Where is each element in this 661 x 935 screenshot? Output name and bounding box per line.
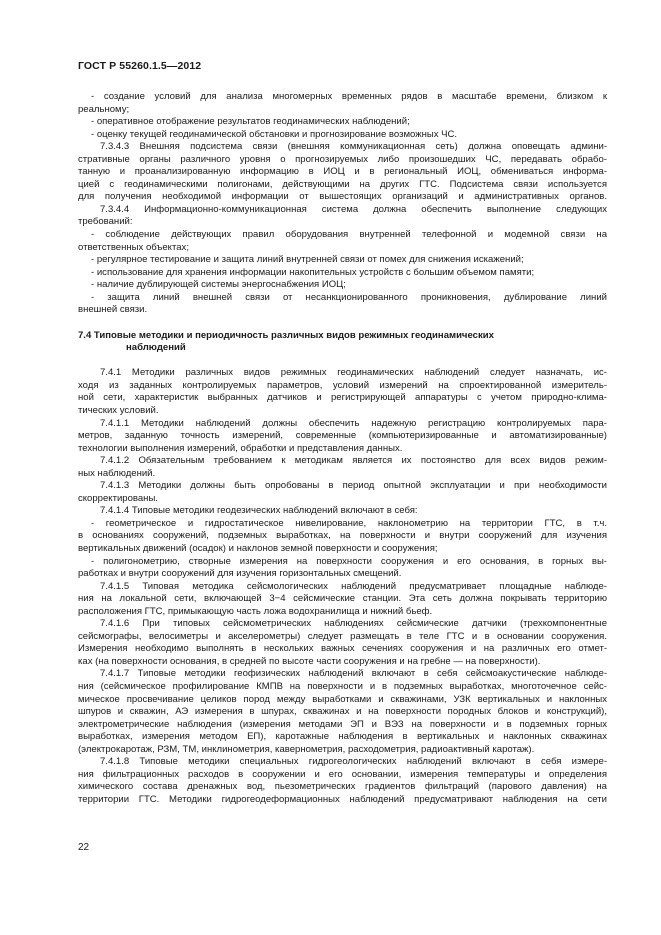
text-line: химического состава дренажных вод, пьезометрических градиентов фильтраций (парового давления) на: [78, 781, 607, 793]
text-line: - создание условий для анализа многомерных временных рядов в масштабе времени, близком к: [91, 91, 607, 102]
text-line: стративные органы различного уровня о прогнозируемых либо произошедших ЧС, передавать обрабо-: [78, 153, 607, 165]
section-heading-line: наблюдений: [126, 342, 186, 354]
text-line: ходя из заданных контролируемых параметров, условий измерений на спроектированной измеритель-: [78, 379, 607, 391]
text-line: - оперативное отображение результатов геодинамических наблюдений;: [91, 116, 410, 128]
text-line: шпуров и скважин, АЭ измерения в шпурах, скважинах и на поверхности породных блоков и конструкций),: [78, 706, 607, 718]
text-line: Измерения необходимо выполнять в нескольких важных сечениях сооружения и на различных его отмет-: [78, 643, 607, 655]
text-line: вертикальных движений (осадок) и наклонов земной поверхности и сооружения;: [78, 542, 438, 554]
text-line: ных наблюдений.: [78, 467, 156, 479]
text-line: реальному;: [78, 103, 130, 115]
text-line: тических условий.: [78, 404, 159, 416]
text-line: - защита линий внешней связи от несанкционированного проникновения, дублирование линий: [91, 291, 607, 303]
text-line: в основаниях сооружений, подземных выработках, на поверхности и внутри сооружений для изучения: [78, 530, 607, 542]
blank-line: [78, 355, 607, 368]
text-line: скорректированы.: [78, 492, 158, 504]
text-line: - геометрическое и гидростатическое нивелирование, наклонометрию на территории ГТС, в т.ч.: [91, 517, 607, 529]
text-line: - наличие дублирующей системы энергоснабжения ИОЦ;: [91, 279, 346, 291]
text-line: 7.3.4.4 Информационно-коммуникационная система должна обеспечить выполнение следующих: [100, 203, 607, 215]
text-line: 7.4.1.8 Типовые методики специальных гидрогеологических наблюдений включают в себя измере-: [100, 756, 607, 768]
text-line: для получения необходимой информации от вышестоящих организаций и административных органов.: [78, 191, 607, 203]
text-line: 7.4.1 Методики различных видов режимных геодинамических наблюдений следует назначать, ис-: [100, 367, 607, 379]
text-line: метров, заданную точность измерений, современные (компьютеризированные и автоматизированные): [78, 430, 607, 442]
text-line: 7.4.1.2 Обязательным требованием к методикам является их постоянство для всех видов режим-: [100, 455, 607, 467]
text-line: 7.4.1.1 Методики наблюдений должны обеспечить надежную регистрацию контролируемых пара-: [100, 417, 607, 429]
text-line: - регулярное тестирование и защита линий внутренней связи от помех для снижения искажений;: [91, 254, 524, 266]
text-line: расположения ГТС, примыкающую часть ложа водохранилища и нижний бьеф.: [78, 605, 433, 617]
text-line: ках (на поверхности основания, в средней по высоте части сооружения и на гребне — на поверхности).: [78, 655, 541, 667]
text-line: 7.4.1.7 Типовые методики геофизических наблюдений включают в себя сейсмоакустические наблюде-: [100, 668, 607, 680]
text-line: ния на локальной сети, включающей 3−4 сейсмические станции. Эта сеть должна покрывать территорию: [78, 593, 607, 605]
page-number: 22: [78, 842, 90, 853]
text-line: сейсмографы, велосиметры и акселерометры) следует размещать в теле ГТС и в основании сооружения.: [78, 630, 607, 642]
text-line: 7.4.1.5 Типовая методика сейсмологических наблюдений предусматривает площадные наблюде-: [100, 580, 607, 592]
text-line: электрометрические наблюдения (измерения методами ЭП и ВЭЗ на поверхности и в подземных горных: [78, 718, 607, 730]
document-id-header: ГОСТ Р 55260.1.5—2012: [78, 60, 202, 72]
text-line: - соблюдение действующих правил оборудования внутренней телефонной и модемной связи на: [91, 229, 607, 241]
text-line: 7.3.4.3 Внешняя подсистема связи (внешняя коммуникационная сеть) должна оповещать админи-: [100, 141, 607, 153]
text-line: территории ГТС. Методики гидрогеодеформационных наблюдений предусматривают наблюдения на сети: [78, 793, 607, 805]
text-line: внешней связи.: [78, 304, 148, 316]
text-line: - использование для хранения информации накопительных устройств с большим объемом памяти;: [91, 266, 535, 278]
text-line: - полигонометрию, створные измерения на поверхности сооружения и его основания, в горных вы-: [91, 555, 607, 567]
text-line: ответственных объектах;: [78, 241, 189, 253]
text-line: работках и внутри сооружений для изучения горизонтальных смещений.: [78, 568, 402, 580]
section-heading-line: 7.4 Типовые методики и периодичность различных видов режимных геодинамических: [78, 329, 494, 341]
document-body: [78, 91, 607, 806]
text-line: мическое просвечивание целиков пород между выработками и скважинами, УЗК вертикальных и наклонных: [78, 693, 607, 705]
text-line: технологии выполнения измерений, обработки и представления данных.: [78, 442, 403, 454]
text-line: ния (сейсмическое профилирование КМПВ на поверхности и в подземных выработках, многоточечное сейс-: [78, 680, 607, 692]
text-line: 7.4.1.4 Типовые методики геодезических наблюдений включают в себя:: [100, 505, 418, 517]
text-line: цией с геодинамическими полигонами, действующими на других ГТС. Подсистема связи используется: [78, 178, 607, 190]
text-line: (электрокаротаж, РЗМ, ТМ, инклинометрия, кавернометрия, расходометрия, радиоактивный каротаж).: [78, 743, 535, 755]
blank-line: [78, 317, 607, 330]
text-line: 7.4.1.6 При типовых сейсмометрических наблюдениях сейсмические датчики (трехкомпонентные: [100, 618, 607, 630]
text-line: ния фильтрационных расходов в сооружении и его основании, измерения температуры и определения: [78, 768, 607, 780]
text-line: танную и проанализированную информацию в ИОЦ и в региональный ИОЦ, обмениваться информа-: [78, 166, 607, 178]
text-line: - оценку текущей геодинамической обстановки и прогнозирование возможных ЧС.: [91, 128, 458, 140]
text-line: ной сети, характеристик выбранных датчиков и регистрирующей аппаратуры с учетом природно-клима-: [78, 392, 607, 404]
text-line: выработках, измерения методом ЕП), каротажные наблюдения в вертикальных и наклонных скважинах: [78, 731, 607, 743]
text-line: 7.4.1.3 Методики должны быть опробованы в период опытной эксплуатации и при необходимости: [100, 480, 607, 492]
text-line: требований:: [78, 216, 133, 228]
